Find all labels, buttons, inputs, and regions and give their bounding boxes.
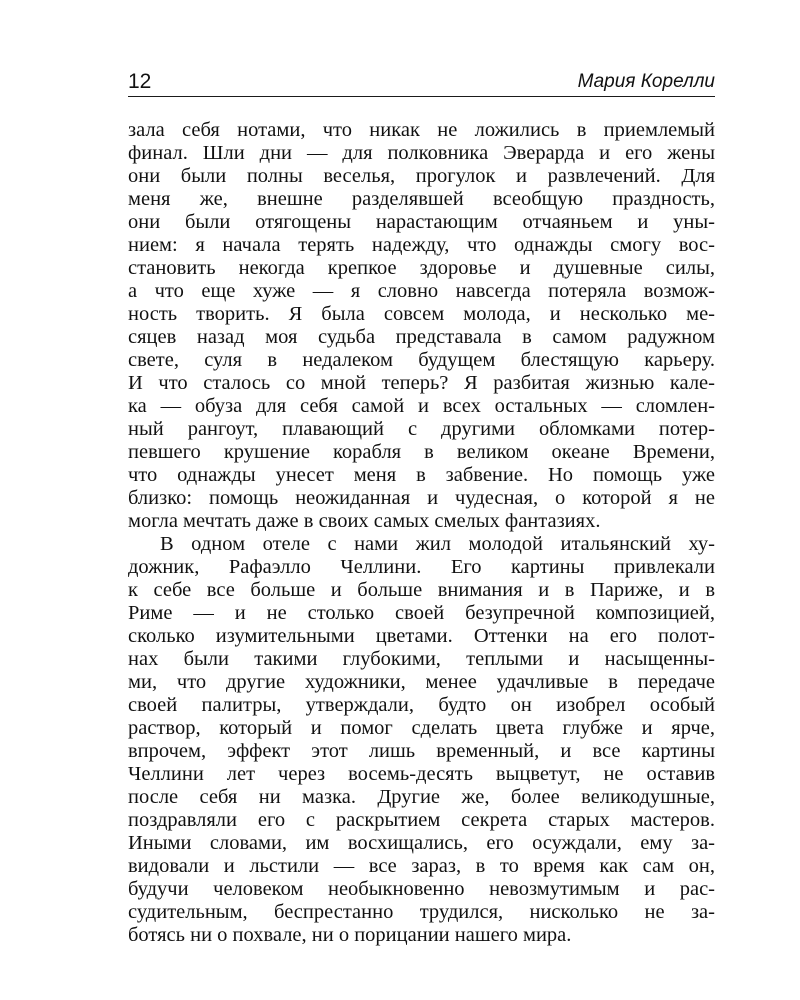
text-line: своей палитры, утверждали, будто он изобрел особый	[128, 694, 715, 716]
text-line: поздравляли его с раскрытием секрета старых мастеров.	[128, 809, 715, 831]
text-line: ность творить. Я была совсем молода, и несколько ме-	[128, 303, 715, 325]
text-line: нах были такими глубокими, теплыми и насыщенны-	[128, 648, 715, 670]
running-title: Мария Корелли	[577, 71, 715, 92]
text-line: ми, что другие художники, менее удачливые в передаче	[128, 671, 715, 693]
text-line: сяцев назад моя судьба представала в самом радужном	[128, 326, 715, 348]
paragraph	[128, 533, 715, 947]
text-line: В одном отеле с нами жил молодой итальянский ху-	[160, 533, 715, 555]
text-line: будучи человеком необыкновенно невозмутимым и рас-	[128, 878, 715, 900]
text-line: могла мечтать даже в своих самых смелых фантазиях.	[128, 510, 601, 532]
text-line: Челлини лет через восемь-десять выцветут, не оставив	[128, 763, 715, 785]
text-line: нием: я начала терять надежду, что однажды смогу вос-	[128, 234, 715, 256]
page-number: 12	[128, 70, 152, 93]
text-line: меня же, внешне разделявшей всеобщую праздность,	[128, 188, 715, 210]
text-line: что однажды унесет меня в забвение. Но помощь уже	[128, 464, 715, 486]
text-line: сколько изумительными цветами. Оттенки на его полот-	[128, 625, 715, 647]
text-line: впрочем, эффект этот лишь временный, и все картины	[128, 740, 715, 762]
text-line: И что сталось со мной теперь? Я разбитая жизнью кале-	[128, 372, 715, 394]
text-line: а что еще хуже — я словно навсегда потеряла возмож-	[128, 280, 715, 302]
text-line: ботясь ни о похвале, ни о порицании нашего мира.	[128, 924, 572, 946]
text-line: дожник, Рафаэлло Челлини. Его картины привлекали	[128, 556, 715, 578]
text-line: к себе все больше и больше внимания и в Париже, и в	[128, 579, 715, 601]
text-line: становить некогда крепкое здоровье и душевные силы,	[128, 257, 715, 279]
text-line: они были полны веселья, прогулок и развлечений. Для	[128, 165, 715, 187]
text-line: видовали и льстили — все зараз, в то время как сам он,	[128, 855, 715, 877]
text-line: певшего крушение корабля в великом океане Времени,	[128, 441, 715, 463]
text-line: зала себя нотами, что никак не ложились в приемлемый	[128, 119, 715, 141]
body-text	[128, 119, 715, 947]
text-line: финал. Шли дни — для полковника Эверарда и его жены	[128, 142, 715, 164]
running-head	[128, 68, 715, 97]
text-line: после себя ни мазка. Другие же, более великодушные,	[128, 786, 715, 808]
text-line: раствор, который и помог сделать цвета глубже и ярче,	[128, 717, 715, 739]
paragraph	[128, 119, 715, 533]
text-line: ный рангоут, плавающий с другими обломками потер-	[128, 418, 715, 440]
text-line: ка — обуза для себя самой и всех остальных — сломлен-	[128, 395, 715, 417]
text-line: Риме — и не столько своей безупречной композицией,	[128, 602, 715, 624]
text-line: свете, суля в недалеком будущем блестящую карьеру.	[128, 349, 715, 371]
text-line: они были отягощены нарастающим отчаяньем и уны-	[128, 211, 715, 233]
text-line: судительным, беспрестанно трудился, нисколько не за-	[128, 901, 715, 923]
text-line: близко: помощь неожиданная и чудесная, о которой я не	[128, 487, 715, 509]
text-line: Иными словами, им восхищались, его осуждали, ему за-	[128, 832, 715, 854]
